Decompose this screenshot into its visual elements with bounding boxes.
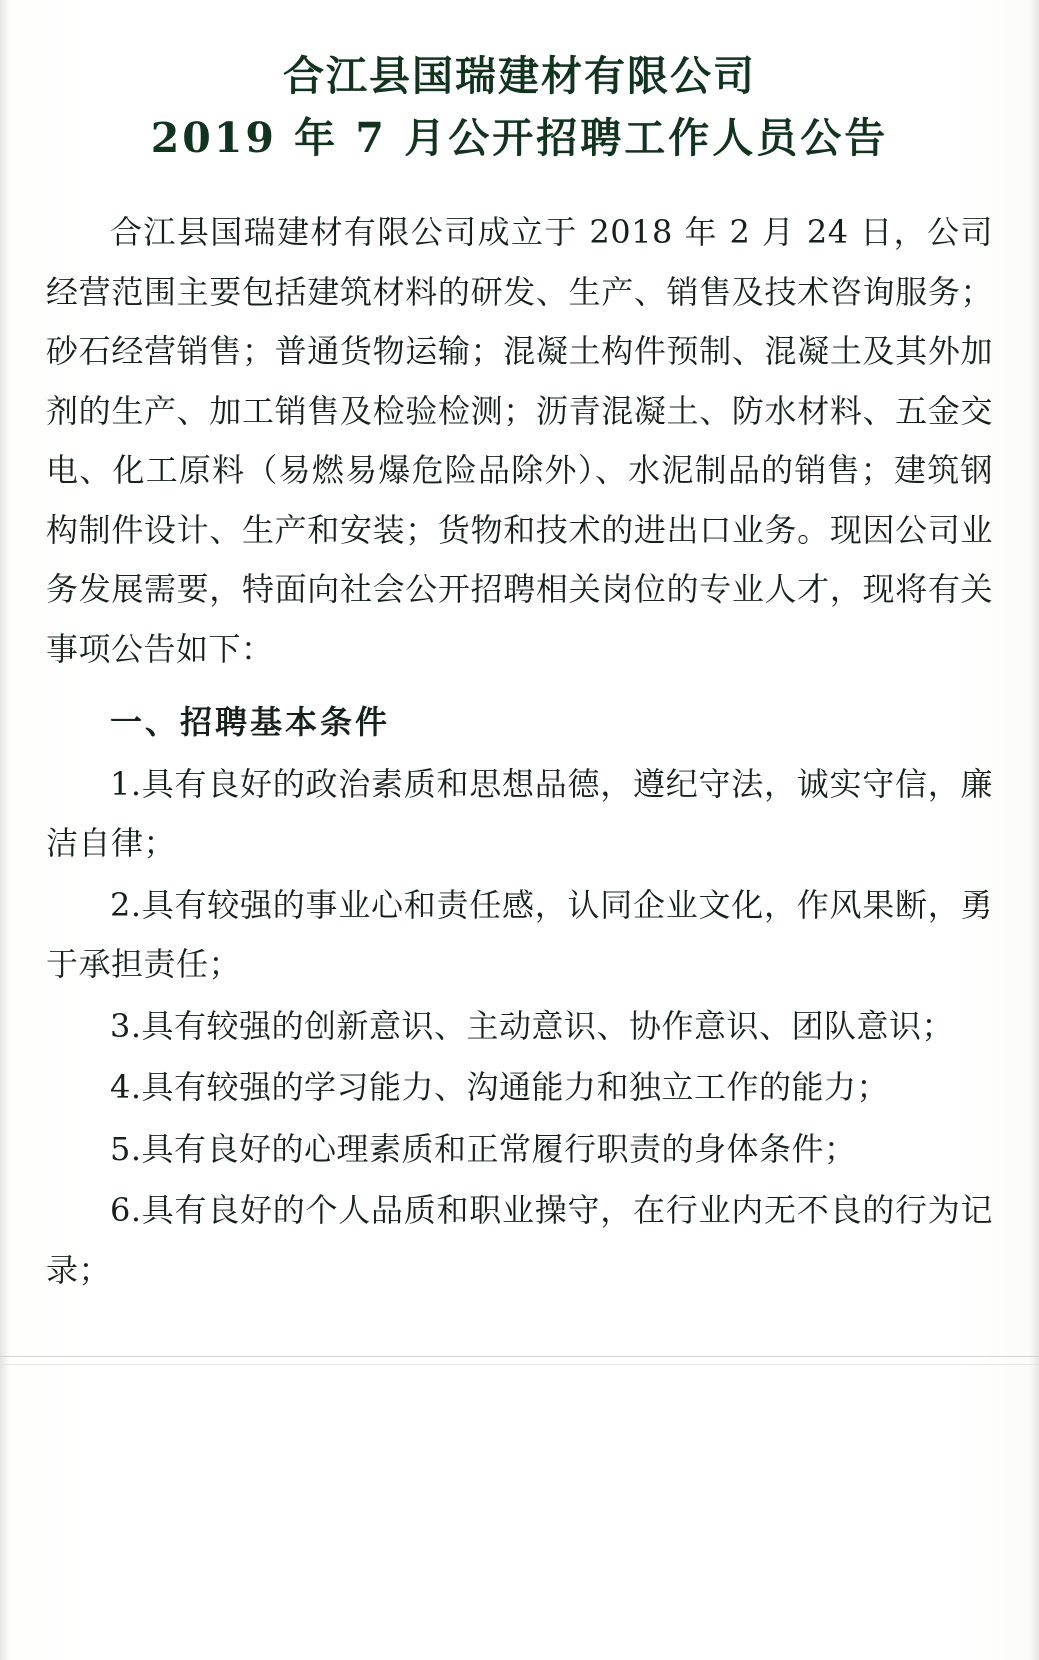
condition-item-3: 3.具有较强的创新意识、主动意识、协作意识、团队意识；: [110, 1006, 955, 1045]
condition-item-2: 2.具有较强的事业心和责任感，认同企业文化，作风果断，勇于承担责任；: [46, 885, 993, 984]
intro-paragraph: 合江县国瑞建材有限公司成立于 2018 年 2 月 24 日，公司经营范围主要包括建筑材料的研发、生产、销售及技术咨询服务；砂石经营销售；普通货物运输；混凝土构件预制、混凝土及其外加剂的生产、加工销售及检验检测；沥青混凝土、防水材料、五金交电、化工原料（易燃易爆危险品除外）、水泥制品的销售；建筑钢构制件设计、生产和安装；货物和技术的进出口业务。现因公司业务发展需要，特面向社会公开招聘相关岗位的专业人才，现将有关事项公告如下：: [46, 213, 993, 668]
scan-artifact-line-upper: [0, 1356, 1039, 1357]
section-heading-basic-conditions: 一、招聘基本条件: [110, 703, 391, 742]
condition-item-1: 1.具有良好的政治素质和思想品德，遵纪守法，诚实守信，廉洁自律；: [46, 764, 993, 863]
scan-artifact-line-lower: [0, 1364, 1039, 1365]
document-content: [46, 203, 993, 1300]
condition-item-6: 6.具有良好的个人品质和职业操守，在行业内无不良的行为记录；: [46, 1191, 993, 1289]
title-line-company: 合江县国瑞建材有限公司: [283, 52, 756, 100]
title-line-announcement: 2019 年 7 月公开招聘工作人员公告: [150, 113, 889, 162]
condition-item-5: 5.具有良好的心理素质和正常履行职责的身体条件；: [110, 1129, 857, 1168]
condition-item-4: 4.具有较强的学习能力、沟通能力和独立工作的能力；: [110, 1068, 890, 1107]
document-title: [46, 46, 993, 169]
